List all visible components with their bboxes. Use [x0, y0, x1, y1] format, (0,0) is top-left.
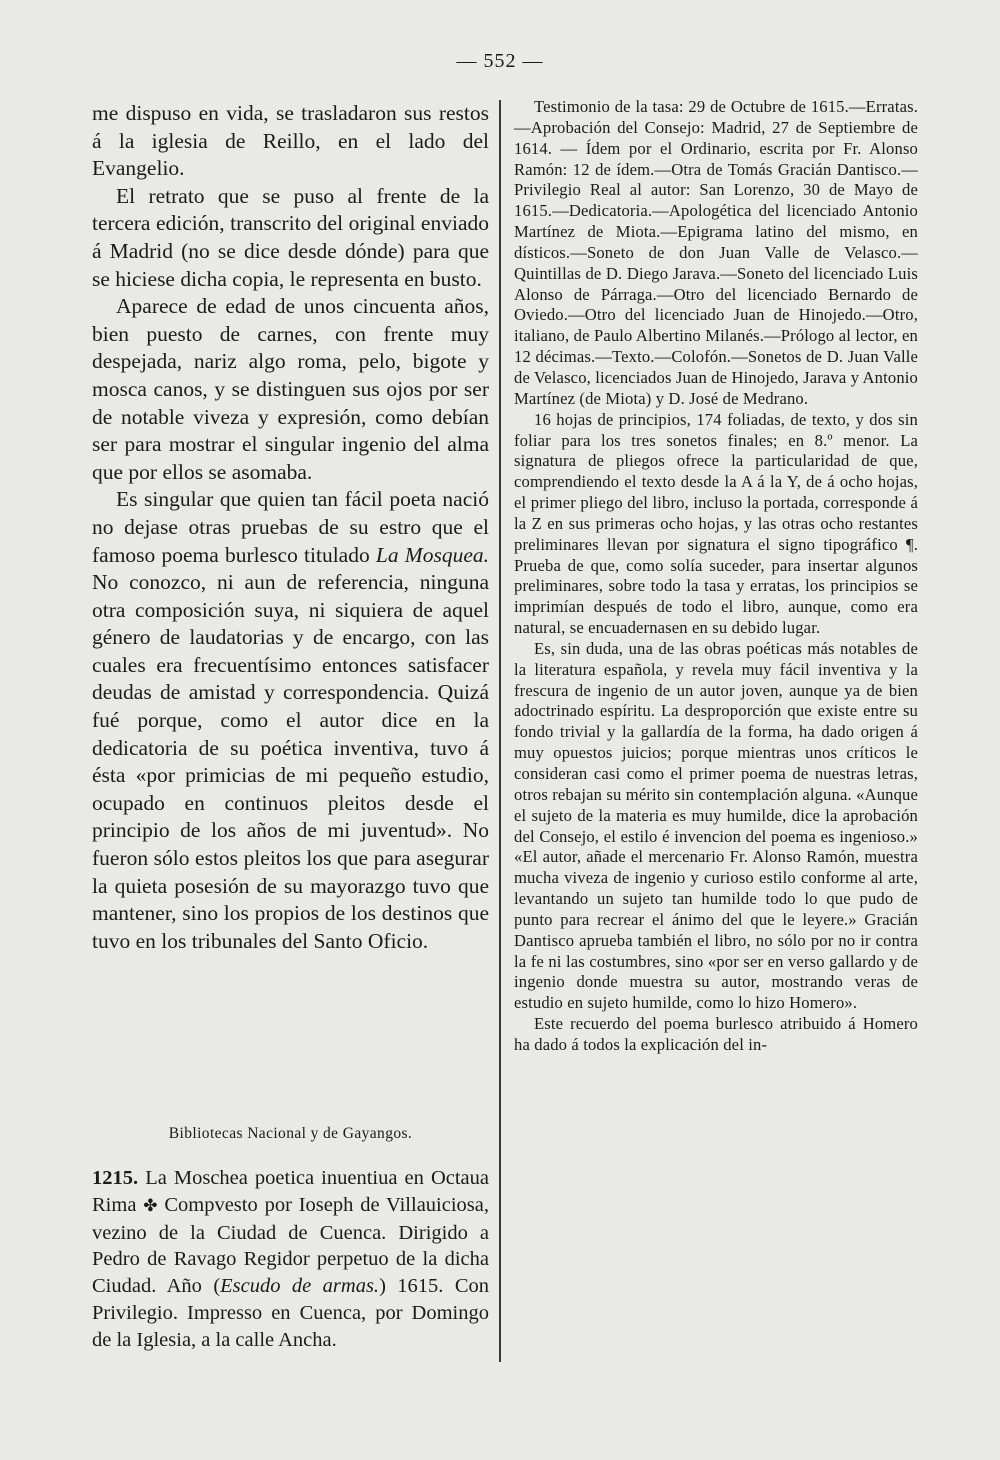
left-column: [92, 100, 489, 955]
entry-text-c: ) 1615. Con Privilegio. Impresso en Cuenca, por Domingo de la Iglesia, a la calle Ancha.: [92, 1275, 489, 1351]
entry-number: 1215.: [92, 1167, 139, 1189]
library-caption: Bibliotecas Nacional y de Gayangos.: [168, 1125, 413, 1142]
left-paragraph-2: El retrato que se puso al frente de la tercera edición, transcrito del original enviado á Madrid (no se dice desde dónde) para que se hiciese dicha copia, le representa en busto.: [92, 183, 489, 291]
page-number: — 552 —: [456, 50, 544, 72]
left-paragraph-4: [92, 486, 489, 955]
entry-text-b: Compvesto por Ioseph de Villauiciosa, vezino de la Ciudad de Cuenca. Dirigido a Pedro de Ravago Regidor perpetuo de la dicha Ciudad. Año (: [92, 1193, 489, 1298]
left-paragraph-1: me dispuso en vida, se trasladaron sus restos á la iglesia de Reillo, en el lado del Evangelio.: [92, 101, 489, 181]
right-paragraph-1: Testimonio de la tasa: 29 de Octubre de 1615.—Erratas.—Aprobación del Consejo: Madrid, 27 de Septiembre de 1614. — Ídem por el Ordinario, escrita por Fr. Alonso Ramón: 12 de ídem.—Otra de Tomás Gracián Dantisco.—Privilegio Real al autor: San Lorenzo, 30 de Mayo de 1615.—Dedicatoria.—Apologética del licenciado Antonio Martínez de Miota.—Epigrama latino del mismo, en dísticos.—Soneto de don Juan Valle de Velasco.—Quintillas de D. Diego Jarava.—Soneto del licenciado Luis Alonso de Párraga.—Otro del licenciado Bernardo de Oviedo.—Otro del licenciado Juan de Hinojedo.—Otro, italiano, de Paulo Albertino Milanés.—Prólogo al lector, en 12 décimas.—Texto.—Colofón.—Sonetos de D. Juan Valle de Velasco, licenciados Juan de Hinojedo, Jarava y Antonio Martínez (de Miota) y D. José de Medrano.: [514, 97, 918, 408]
poem-title: La Mosquea.: [375, 542, 490, 567]
column-divider: [499, 100, 501, 1362]
right-paragraph-4: Este recuerdo del poema burlesco atribuido á Homero ha dado á todos la explicación del in-: [514, 1014, 918, 1054]
right-column: [514, 97, 918, 1056]
entry-text-a: La Moschea poetica inuentiua en Octaua Rima: [92, 1167, 489, 1216]
bibliographic-entry: [92, 1165, 489, 1354]
entry-text-italic: Escudo de armas.: [220, 1275, 380, 1298]
left-paragraph-4-text-b: No conozco, ni aun de referencia, ninguna otra composición suya, ni siquiera de aquel género de laudatorias y de encargo, con las cuales era frecuentísimo entonces satisfacer deudas de amistad y correspondencia. Quizá fué porque, como el autor dice en la dedicatoria de su poética inventiva, tuvo á ésta «por primicias de mi pequeño estudio, ocupado en continuos pleitos desde el principio de los años de mi juventud». No fueron sólo estos pleitos los que para asegurar la quieta posesión de su mayorazgo tuvo que mantener, sino los propios de los destinos que tuvo en los tribunales del Santo Oficio.: [92, 570, 489, 953]
left-paragraph-3: Aparece de edad de unos cincuenta años, bien puesto de carnes, con frente muy despejada, nariz algo roma, pelo, bigote y mosca canos, y se distinguen sus ojos por ser de notable viveza y expresión, como debían ser para mostrar el singular ingenio del alma que por ellos se asomaba.: [92, 294, 489, 484]
fleuron-icon: ✤: [143, 1195, 158, 1216]
right-paragraph-2: 16 hojas de principios, 174 foliadas, de texto, y dos sin foliar para los tres sonetos finales; en 8.º menor. La signatura de pliegos ofrece la particularidad de que, comprendiendo el texto desde la A á la Y, de á ocho hojas, el primer pliego del libro, incluso la portada, corresponde á la Z en sus primeras ocho hojas, y las otras ocho restantes preliminares llevan por signatura el signo tipográfico ¶. Prueba de que, como solía suceder, para insertar algunos preliminares, sobre todo la tasa y erratas, los principios se imprimían después de todo el libro, aunque, como era natural, se encuadernasen en su debido lugar.: [514, 409, 918, 638]
left-paragraph-4-text-a: Es singular que quien tan fácil poeta nació no dejase otras pruebas de su estro que el famoso poema burlesco titulado: [92, 487, 489, 567]
right-paragraph-3: Es, sin duda, una de las obras poéticas más notables de la literatura española, y revela muy fácil inventiva y la frescura de ingenio de un autor joven, aunque ya de bien adoctrinado espíritu. La desproporción que existe entre su fondo trivial y la gallardía de la forma, ha dado origen á muy opuestos juicios; porque mientras unos críticos le consideran casi como el primer poema de nuestras letras, otros rebajan su mérito sin contemplación alguna. «Aunque el sujeto de la materia es muy humilde, dice la aprobación del Consejo, el estilo é invencion del poema es ingenioso.» «El autor, añade el mercenario Fr. Alonso Ramón, muestra mucha viveza de ingenio y curioso estilo conforme al arte, levantando un sujeto tan humilde todo lo que pudo de punto para recrear el ánimo del que le leyere.» Gracián Dantisco aprueba también el libro, no sólo por no ir contra la fe ni las costumbres, sino «por ser en verso gallardo y de ingenio donde muestra su autor, mostrando veras de estudio en sujeto humilde, como lo hizo Homero».: [514, 638, 918, 1013]
